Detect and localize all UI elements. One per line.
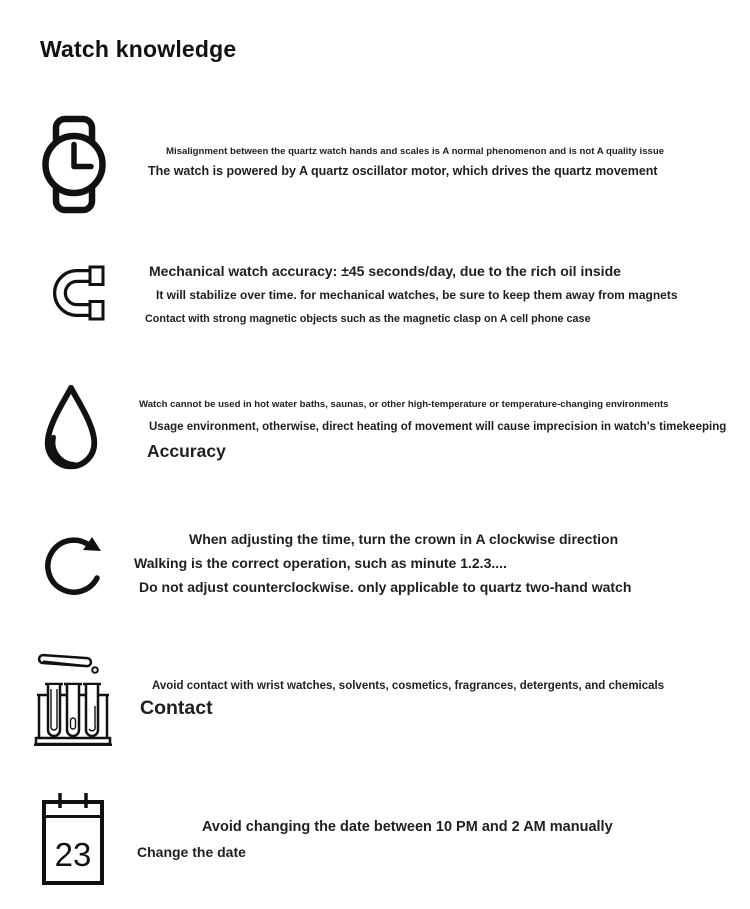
hot-water-note: Watch cannot be used in hot water baths, saunas, or other high-temperature or temperature-changing environments: [139, 399, 669, 410]
avoid-chemicals-text: Avoid contact with wrist watches, solvents, cosmetics, fragrances, detergents, and chemicals: [152, 680, 665, 692]
quartz-misalignment-note: Misalignment between the quartz watch hands and scales is A normal phenomenon and is not A quality issue: [166, 146, 665, 157]
water-drop-icon: [39, 382, 103, 479]
watch-icon: [41, 115, 107, 214]
magnet-icon: [40, 264, 108, 322]
page-title: Watch knowledge: [40, 36, 237, 62]
calendar-icon: [41, 790, 105, 886]
walking-operation-text: Walking is the correct operation, such as minute 1.2.3....: [134, 555, 507, 571]
quartz-movement-text: The watch is powered by A quartz oscillator motor, which drives the quartz movement: [148, 164, 658, 178]
change-date-heading: Change the date: [137, 844, 246, 860]
avoid-date-change-text: Avoid changing the date between 10 PM and 2 AM manually: [202, 819, 613, 835]
calendar-day-number: 23: [54, 836, 92, 873]
no-counterclockwise-text: Do not adjust counterclockwise. only applicable to quartz two-hand watch: [139, 579, 632, 595]
rotate-clockwise-icon: [43, 524, 107, 604]
mechanical-accuracy-text: Mechanical watch accuracy: ±45 seconds/day, due to the rich oil inside: [149, 263, 621, 279]
keep-away-magnets-text: It will stabilize over time. for mechanical watches, be sure to keep them away from magnets: [156, 288, 678, 302]
chemicals-icon: [33, 648, 113, 746]
magnetic-clasp-note: Contact with strong magnetic objects such as the magnetic clasp on A cell phone case: [145, 313, 591, 325]
usage-environment-text: Usage environment, otherwise, direct heating of movement will cause imprecision in watch's timekeeping: [149, 421, 727, 433]
turn-crown-clockwise-text: When adjusting the time, turn the crown in A clockwise direction: [189, 531, 619, 547]
accuracy-heading: Accuracy: [147, 441, 226, 461]
contact-heading: Contact: [140, 697, 213, 719]
